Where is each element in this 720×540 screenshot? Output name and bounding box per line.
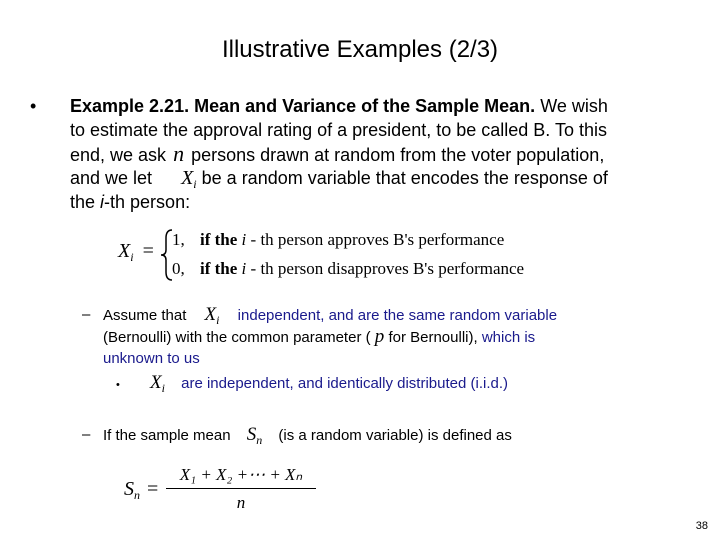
fraction-denominator: n bbox=[236, 493, 246, 512]
sub2-dash: – bbox=[82, 426, 91, 443]
sub-bullet-line: $X_i$ are independent, and identically distributed (i.i.d.) bbox=[150, 372, 508, 395]
line3-post: persons drawn at random from the voter population, bbox=[191, 145, 605, 165]
bullet-line-2: to estimate the approval rating of a president, to be called B. To this bbox=[70, 120, 607, 140]
example-heading: Example 2.21. Mean and Variance of the Sample Mean. bbox=[70, 96, 536, 116]
sub2-line: If the sample mean $S_n$ (is a random variable) is defined as bbox=[103, 424, 512, 447]
fraction-bar bbox=[166, 488, 316, 489]
line4-pre: and we let bbox=[70, 168, 153, 188]
xi-symbol: $X_i$ bbox=[181, 167, 197, 191]
sub1-line-2: (Bernoulli) with the common parameter ( p for Bernoulli), which is bbox=[103, 326, 536, 347]
formula-lhs: $S_n$ = bbox=[124, 478, 159, 502]
case-1: 1, if the i - th person approves B's performance bbox=[172, 230, 505, 249]
p-symbol: p bbox=[374, 326, 385, 347]
line4-post: be a random variable that encodes the response of bbox=[201, 168, 608, 188]
case-2: 0, if the i - th person disapproves B's performance bbox=[172, 259, 525, 278]
fraction bbox=[166, 465, 316, 513]
line3-pre: end, we ask bbox=[70, 145, 167, 165]
sub1-dash: – bbox=[82, 306, 91, 323]
bullet-line-5: the i-th person: bbox=[70, 192, 191, 212]
bullet-marker: • bbox=[30, 96, 37, 116]
bullet-line-3 bbox=[70, 142, 604, 167]
sub-bullet-marker: • bbox=[116, 379, 120, 391]
sub1-line-1: Assume that $X_i$ independent, and are the same random variable bbox=[103, 304, 558, 327]
fraction-numerator: X₁ + X₂ +⋯ + Xₙ bbox=[179, 465, 303, 484]
line1-rest: We wish bbox=[535, 96, 608, 116]
slide-title: Illustrative Examples (2/3) bbox=[221, 36, 499, 63]
bullet-line-1 bbox=[70, 94, 608, 118]
sub1-line-3: unknown to us bbox=[103, 350, 200, 367]
n-symbol: n bbox=[173, 141, 185, 166]
piecewise-lhs: $X_i$ = bbox=[118, 240, 154, 264]
page-number: 38 bbox=[695, 520, 708, 532]
